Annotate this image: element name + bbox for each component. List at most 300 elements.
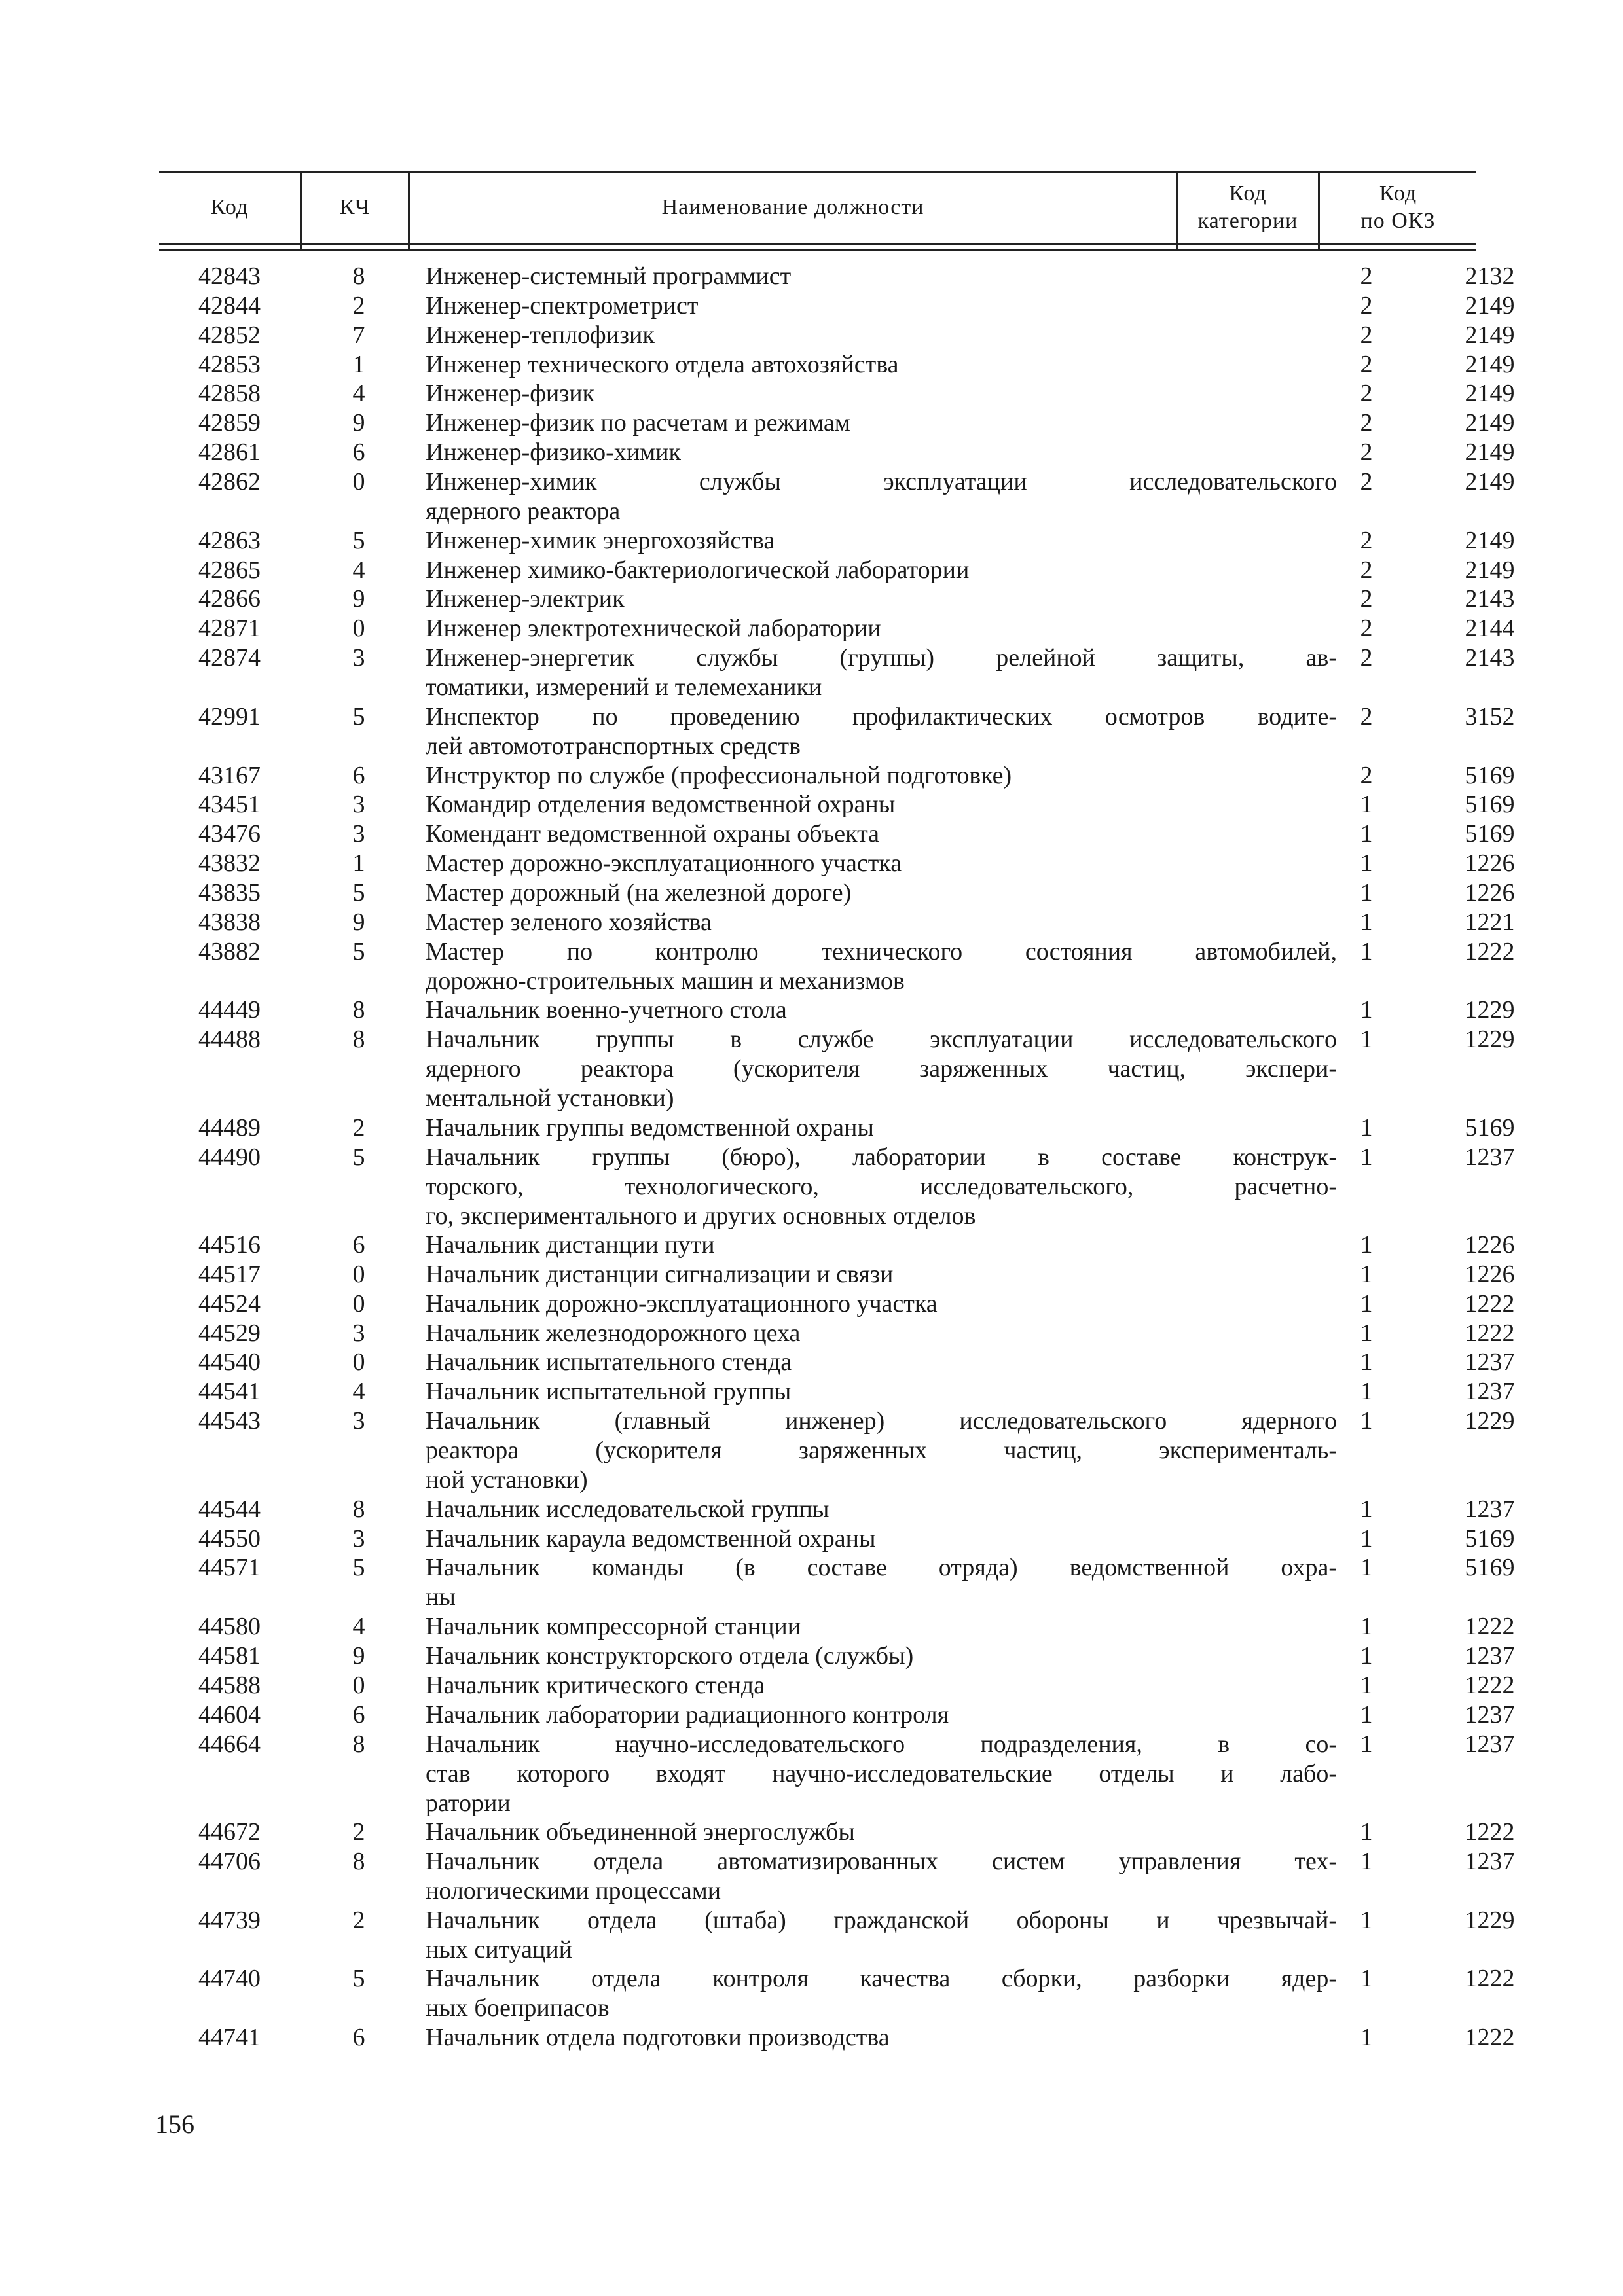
cell-code: 42991 (198, 702, 261, 730)
cell-name (426, 379, 1337, 408)
cell-code: 42853 (198, 350, 261, 378)
cell-name-line: ной установки) (426, 1466, 588, 1494)
cell-kch: 3 (352, 791, 365, 819)
cell-kch: 5 (352, 1143, 365, 1171)
cell-category: 1 (1360, 878, 1373, 906)
cell-kch: 0 (352, 1289, 365, 1318)
header-okz-line1: Код (1379, 181, 1417, 206)
cell-kch: 6 (352, 439, 365, 467)
cell-name-line: Начальник отдела (штаба) гражданской обороны и чрезвычай- (426, 1906, 1337, 1934)
cell-name (426, 321, 1337, 350)
cell-code: 43167 (198, 761, 261, 789)
cell-name (426, 262, 1337, 291)
cell-okz: 2149 (1465, 556, 1515, 584)
cell-code: 44488 (198, 1026, 261, 1054)
cell-category: 1 (1360, 1113, 1373, 1141)
cell-category: 1 (1360, 1965, 1373, 1993)
header-name-label: Наименование должности (661, 194, 924, 219)
cell-okz: 5169 (1465, 1524, 1515, 1552)
cell-category: 1 (1360, 1847, 1373, 1875)
cell-code: 43838 (198, 908, 261, 936)
cell-name (426, 1348, 1337, 1377)
cell-name (426, 614, 1337, 643)
cell-code: 44543 (198, 1407, 261, 1435)
cell-category: 1 (1360, 1348, 1373, 1376)
cell-code: 44581 (198, 1642, 261, 1670)
cell-name-line: ментальной установки) (426, 1085, 674, 1113)
cell-name (426, 350, 1337, 380)
cell-code: 44550 (198, 1524, 261, 1552)
cell-name-line: ядерного реактора (426, 497, 621, 525)
cell-okz: 3152 (1465, 702, 1515, 730)
cell-okz: 2132 (1465, 262, 1515, 290)
cell-name (426, 438, 1337, 467)
cell-kch: 4 (352, 1613, 365, 1641)
cell-code: 44449 (198, 996, 261, 1024)
cell-kch: 9 (352, 585, 365, 613)
cell-code: 44544 (198, 1495, 261, 1523)
cell-kch: 0 (352, 468, 365, 495)
cell-kch: 8 (352, 1730, 365, 1758)
cell-name-line: Начальник (главный инженер) исследовательского ядерного (426, 1407, 1337, 1435)
cell-okz: 1222 (1465, 1289, 1515, 1318)
cell-code: 42843 (198, 262, 261, 290)
cell-kch: 3 (352, 644, 365, 672)
cell-kch: 8 (352, 262, 365, 290)
cell-name (426, 761, 1337, 791)
cell-kch: 8 (352, 1847, 365, 1875)
cell-okz: 2149 (1465, 468, 1515, 495)
cell-name-line: Начальник объединенной энергослужбы (426, 1818, 855, 1846)
cell-name-line: Инженер-физик по расчетам и режимам (426, 409, 850, 437)
cell-code: 44517 (198, 1260, 261, 1288)
cell-name-line: ных боеприпасов (426, 1994, 610, 2022)
cell-code: 42862 (198, 468, 261, 495)
cell-okz: 1226 (1465, 1260, 1515, 1288)
cell-kch: 0 (352, 1671, 365, 1699)
cell-name-line: Начальник критического стенда (426, 1671, 765, 1699)
cell-category: 1 (1360, 1143, 1373, 1171)
cell-category: 1 (1360, 2024, 1373, 2051)
cell-kch: 3 (352, 820, 365, 848)
cell-category: 1 (1360, 1818, 1373, 1846)
cell-code: 44516 (198, 1231, 261, 1259)
cell-kch: 0 (352, 1260, 365, 1288)
cell-code: 44541 (198, 1378, 261, 1406)
cell-name-line: Начальник исследовательской группы (426, 1495, 830, 1523)
cell-name (426, 556, 1337, 585)
cell-name-line: став которого входят научно-исследовательские отделы и лабо- (426, 1759, 1337, 1787)
cell-kch: 5 (352, 878, 365, 906)
cell-name-line: Начальник дорожно-эксплуатационного участка (426, 1289, 938, 1318)
cell-name-line: Инженер-спектрометрист (426, 291, 699, 319)
cell-code: 43476 (198, 820, 261, 848)
cell-name-line: Начальник отдела контроля качества сборки, разборки ядер- (426, 1965, 1337, 1993)
cell-category: 2 (1360, 644, 1373, 672)
cell-okz: 1222 (1465, 1319, 1515, 1347)
cell-okz: 1237 (1465, 1642, 1515, 1670)
cell-name-line: ны (426, 1583, 456, 1611)
cell-okz: 1229 (1465, 1906, 1515, 1934)
cell-kch: 5 (352, 1965, 365, 1993)
header-kch (302, 171, 408, 243)
cell-name (426, 1964, 1337, 2023)
cell-name-line: Начальник испытательного стенда (426, 1348, 792, 1376)
cell-name (426, 1495, 1337, 1524)
cell-name (426, 291, 1337, 321)
cell-category: 1 (1360, 1671, 1373, 1699)
cell-category: 1 (1360, 1260, 1373, 1288)
cell-category: 2 (1360, 409, 1373, 437)
cell-okz: 1221 (1465, 908, 1515, 936)
cell-name (426, 1818, 1337, 1847)
cell-code: 42861 (198, 439, 261, 467)
cell-name-line: го, экспериментального и других основных отделов (426, 1202, 976, 1230)
cell-okz: 1226 (1465, 850, 1515, 877)
cell-name (426, 467, 1337, 526)
cell-okz: 1237 (1465, 1378, 1515, 1406)
cell-category: 1 (1360, 850, 1373, 877)
cell-okz: 1222 (1465, 937, 1515, 965)
cell-category: 2 (1360, 556, 1373, 584)
cell-kch: 1 (352, 350, 365, 378)
cell-name-line: Начальник группы (бюро), лаборатории в составе конструк- (426, 1143, 1337, 1171)
header-rule-upper (159, 243, 1476, 245)
cell-category: 1 (1360, 1319, 1373, 1347)
cell-code: 43832 (198, 850, 261, 877)
header-code (159, 171, 300, 243)
cell-name-line: Инженер технического отдела автохозяйства (426, 350, 899, 378)
cell-category: 2 (1360, 526, 1373, 554)
cell-code: 42859 (198, 409, 261, 437)
cell-category: 1 (1360, 1407, 1373, 1435)
cell-kch: 6 (352, 2024, 365, 2051)
cell-okz: 2149 (1465, 409, 1515, 437)
cell-code: 44580 (198, 1613, 261, 1641)
cell-okz: 5169 (1465, 761, 1515, 789)
cell-name-line: Мастер зеленого хозяйства (426, 908, 712, 936)
cell-category: 1 (1360, 1906, 1373, 1934)
cell-kch: 0 (352, 615, 365, 643)
cell-category: 1 (1360, 1642, 1373, 1670)
cell-code: 42852 (198, 321, 261, 349)
header-rule-lower (159, 249, 1476, 251)
cell-okz: 2149 (1465, 380, 1515, 408)
cell-code: 42863 (198, 526, 261, 554)
cell-category: 2 (1360, 468, 1373, 495)
cell-name (426, 1906, 1337, 1965)
cell-name (426, 849, 1337, 878)
cell-kch: 8 (352, 1026, 365, 1054)
cell-name (426, 908, 1337, 937)
cell-category: 2 (1360, 439, 1373, 467)
cell-name-line: Начальник караула ведомственной охраны (426, 1524, 876, 1552)
cell-name-line: Мастер по контролю технического состояния автомобилей, (426, 937, 1337, 965)
page-number: 156 (155, 2109, 194, 2139)
header-category (1178, 171, 1318, 243)
cell-okz: 2149 (1465, 291, 1515, 319)
cell-kch: 2 (352, 291, 365, 319)
cell-name (426, 1230, 1337, 1260)
cell-name (426, 526, 1337, 556)
cell-name (426, 878, 1337, 908)
cell-code: 44740 (198, 1965, 261, 1993)
cell-name (426, 1025, 1337, 1113)
cell-okz: 5169 (1465, 791, 1515, 819)
cell-kch: 3 (352, 1524, 365, 1552)
cell-name (426, 1641, 1337, 1671)
cell-okz: 1222 (1465, 1818, 1515, 1846)
cell-name (426, 1700, 1337, 1730)
cell-name-line: Инженер электротехнической лаборатории (426, 615, 881, 643)
cell-code: 44604 (198, 1700, 261, 1729)
cell-name (426, 702, 1337, 761)
cell-kch: 3 (352, 1407, 365, 1435)
cell-name (426, 1260, 1337, 1289)
cell-code: 44588 (198, 1671, 261, 1699)
cell-kch: 2 (352, 1906, 365, 1934)
cell-category: 1 (1360, 1026, 1373, 1054)
cell-name (426, 1377, 1337, 1407)
cell-name-line: Инженер-физико-химик (426, 439, 681, 467)
cell-name-line: Инженер химико-бактериологической лаборатории (426, 556, 970, 584)
cell-name (426, 1730, 1337, 1818)
cell-okz: 1229 (1465, 996, 1515, 1024)
cell-category: 1 (1360, 1378, 1373, 1406)
cell-name-line: Мастер дорожный (на железной дороге) (426, 878, 852, 906)
header-category-line2: категории (1197, 208, 1298, 233)
cell-category: 1 (1360, 1700, 1373, 1729)
cell-name (426, 1612, 1337, 1641)
cell-kch: 2 (352, 1113, 365, 1141)
cell-code: 42866 (198, 585, 261, 613)
header-category-line1: Код (1229, 181, 1267, 206)
cell-okz: 5169 (1465, 1554, 1515, 1582)
cell-name (426, 1553, 1337, 1612)
cell-name-line: Мастер дорожно-эксплуатационного участка (426, 850, 902, 877)
cell-name-line: Начальник группы ведомственной охраны (426, 1113, 874, 1141)
cell-category: 1 (1360, 1495, 1373, 1523)
cell-code: 43451 (198, 791, 261, 819)
cell-name-line: Инженер-системный программист (426, 262, 792, 290)
cell-okz: 2149 (1465, 439, 1515, 467)
cell-name-line: Комендант ведомственной охраны объекта (426, 820, 880, 848)
cell-code: 42871 (198, 615, 261, 643)
cell-name-line: томатики, измерений и телемеханики (426, 673, 822, 702)
cell-kch: 0 (352, 1348, 365, 1376)
cell-category: 1 (1360, 1613, 1373, 1641)
cell-kch: 3 (352, 1319, 365, 1347)
cell-name (426, 1524, 1337, 1554)
cell-code: 42858 (198, 380, 261, 408)
cell-kch: 5 (352, 1554, 365, 1582)
cell-code: 44672 (198, 1818, 261, 1846)
cell-category: 2 (1360, 350, 1373, 378)
cell-code: 44524 (198, 1289, 261, 1318)
cell-name (426, 996, 1337, 1025)
cell-okz: 1237 (1465, 1700, 1515, 1729)
header-name (410, 171, 1176, 243)
cell-category: 1 (1360, 1730, 1373, 1758)
cell-kch: 6 (352, 1700, 365, 1729)
cell-name-line: лей автомототранспортных средств (426, 732, 801, 760)
header-kch-label: КЧ (339, 194, 371, 219)
cell-name-line: Инспектор по проведению профилактических осмотров водите- (426, 702, 1337, 730)
cell-name-line: Начальник конструкторского отдела (службы) (426, 1642, 914, 1670)
cell-kch: 4 (352, 380, 365, 408)
cell-okz: 1222 (1465, 2024, 1515, 2051)
cell-code: 42865 (198, 556, 261, 584)
cell-code: 43882 (198, 937, 261, 965)
cell-category: 1 (1360, 996, 1373, 1024)
cell-okz: 1237 (1465, 1495, 1515, 1523)
cell-name-line: Начальник испытательной группы (426, 1378, 792, 1406)
cell-okz: 1229 (1465, 1026, 1515, 1054)
cell-okz: 1222 (1465, 1965, 1515, 1993)
cell-name-line: реактора (ускорителя заряженных частиц, эксперименталь- (426, 1437, 1337, 1465)
cell-category: 2 (1360, 380, 1373, 408)
cell-name (426, 1407, 1337, 1495)
cell-code: 44571 (198, 1554, 261, 1582)
cell-kch: 2 (352, 1818, 365, 1846)
cell-okz: 1222 (1465, 1671, 1515, 1699)
cell-category: 1 (1360, 791, 1373, 819)
cell-kch: 1 (352, 850, 365, 877)
cell-okz: 1229 (1465, 1407, 1515, 1435)
cell-category: 1 (1360, 908, 1373, 936)
cell-name (426, 1143, 1337, 1231)
cell-okz: 1237 (1465, 1143, 1515, 1171)
cell-name-line: ядерного реактора (ускорителя заряженных частиц, экспери- (426, 1055, 1337, 1083)
cell-category: 2 (1360, 615, 1373, 643)
cell-okz: 1226 (1465, 1231, 1515, 1259)
cell-kch: 8 (352, 996, 365, 1024)
cell-name-line: Инженер-физик (426, 380, 595, 408)
cell-name-line: Инженер-теплофизик (426, 321, 655, 349)
cell-kch: 4 (352, 1378, 365, 1406)
cell-category: 1 (1360, 1524, 1373, 1552)
header-okz (1320, 171, 1476, 243)
cell-name (426, 1847, 1337, 1906)
cell-name-line: Инженер-энергетик службы (группы) релейной защиты, ав- (426, 644, 1337, 672)
cell-code: 44490 (198, 1143, 261, 1171)
cell-code: 44540 (198, 1348, 261, 1376)
cell-name (426, 790, 1337, 819)
cell-name-line: Начальник военно-учетного стола (426, 996, 787, 1024)
cell-name-line: Инструктор по службе (профессиональной подготовке) (426, 761, 1012, 789)
cell-name (426, 2023, 1337, 2053)
cell-okz: 2143 (1465, 644, 1515, 672)
cell-name-line: Начальник отдела подготовки производства (426, 2024, 890, 2051)
cell-name (426, 819, 1337, 849)
cell-okz: 2143 (1465, 585, 1515, 613)
cell-okz: 1237 (1465, 1348, 1515, 1376)
cell-name-line: Инженер-химик энергохозяйства (426, 526, 775, 554)
cell-name-line: ратории (426, 1789, 511, 1817)
cell-name-line: торского, технологического, исследовательского, расчетно- (426, 1172, 1337, 1200)
cell-name-line: Начальник компрессорной станции (426, 1613, 801, 1641)
cell-name (426, 584, 1337, 614)
cell-name-line: Начальник лаборатории радиационного контроля (426, 1700, 949, 1729)
cell-kch: 4 (352, 556, 365, 584)
cell-code: 42844 (198, 291, 261, 319)
cell-code: 44664 (198, 1730, 261, 1758)
cell-kch: 5 (352, 702, 365, 730)
cell-name-line: Начальник команды (в составе отряда) ведомственной охра- (426, 1554, 1337, 1582)
cell-name-line: Начальник отдела автоматизированных систем управления тех- (426, 1847, 1337, 1875)
cell-name-line: Командир отделения ведомственной охраны (426, 791, 896, 819)
cell-okz: 5169 (1465, 1113, 1515, 1141)
cell-code: 44529 (198, 1319, 261, 1347)
cell-category: 1 (1360, 1289, 1373, 1318)
cell-kch: 8 (352, 1495, 365, 1523)
cell-code: 42874 (198, 644, 261, 672)
cell-okz: 1226 (1465, 878, 1515, 906)
cell-okz: 5169 (1465, 820, 1515, 848)
cell-name-line: дорожно-строительных машин и механизмов (426, 967, 905, 995)
cell-name (426, 937, 1337, 996)
cell-kch: 9 (352, 908, 365, 936)
cell-kch: 6 (352, 761, 365, 789)
cell-name (426, 1671, 1337, 1700)
cell-okz: 2144 (1465, 615, 1515, 643)
cell-okz: 1222 (1465, 1613, 1515, 1641)
cell-okz: 1237 (1465, 1847, 1515, 1875)
cell-category: 1 (1360, 937, 1373, 965)
cell-name-line: Начальник дистанции сигнализации и связи (426, 1260, 894, 1288)
cell-kch: 6 (352, 1231, 365, 1259)
cell-category: 2 (1360, 585, 1373, 613)
cell-category: 2 (1360, 321, 1373, 349)
cell-name (426, 643, 1337, 702)
header-okz-line2: по ОКЗ (1360, 208, 1436, 233)
cell-kch: 5 (352, 937, 365, 965)
cell-name-line: Начальник группы в службе эксплуатации исследовательского (426, 1026, 1337, 1054)
cell-okz: 2149 (1465, 321, 1515, 349)
cell-code: 44739 (198, 1906, 261, 1934)
cell-name-line: Начальник научно-исследовательского подразделения, в со- (426, 1730, 1337, 1758)
cell-code: 43835 (198, 878, 261, 906)
cell-category: 1 (1360, 1554, 1373, 1582)
cell-code: 44706 (198, 1847, 261, 1875)
cell-name (426, 1319, 1337, 1348)
cell-code: 44489 (198, 1113, 261, 1141)
cell-name-line: нологическими процессами (426, 1876, 721, 1905)
cell-kch: 7 (352, 321, 365, 349)
cell-category: 2 (1360, 702, 1373, 730)
cell-name (426, 1113, 1337, 1143)
cell-name (426, 408, 1337, 438)
cell-name-line: Инженер-электрик (426, 585, 625, 613)
header-code-label: Код (210, 194, 249, 219)
cell-kch: 9 (352, 409, 365, 437)
cell-category: 2 (1360, 761, 1373, 789)
cell-name (426, 1289, 1337, 1319)
cell-name-line: ных ситуаций (426, 1935, 573, 1964)
cell-category: 1 (1360, 1231, 1373, 1259)
cell-category: 2 (1360, 262, 1373, 290)
cell-okz: 2149 (1465, 526, 1515, 554)
cell-code: 44741 (198, 2024, 261, 2051)
cell-category: 2 (1360, 291, 1373, 319)
cell-name-line: Инженер-химик службы эксплуатации исследовательского (426, 468, 1337, 495)
cell-kch: 9 (352, 1642, 365, 1670)
cell-okz: 1237 (1465, 1730, 1515, 1758)
cell-okz: 2149 (1465, 350, 1515, 378)
cell-name-line: Начальник дистанции пути (426, 1231, 715, 1259)
cell-kch: 5 (352, 526, 365, 554)
cell-name-line: Начальник железнодорожного цеха (426, 1319, 801, 1347)
